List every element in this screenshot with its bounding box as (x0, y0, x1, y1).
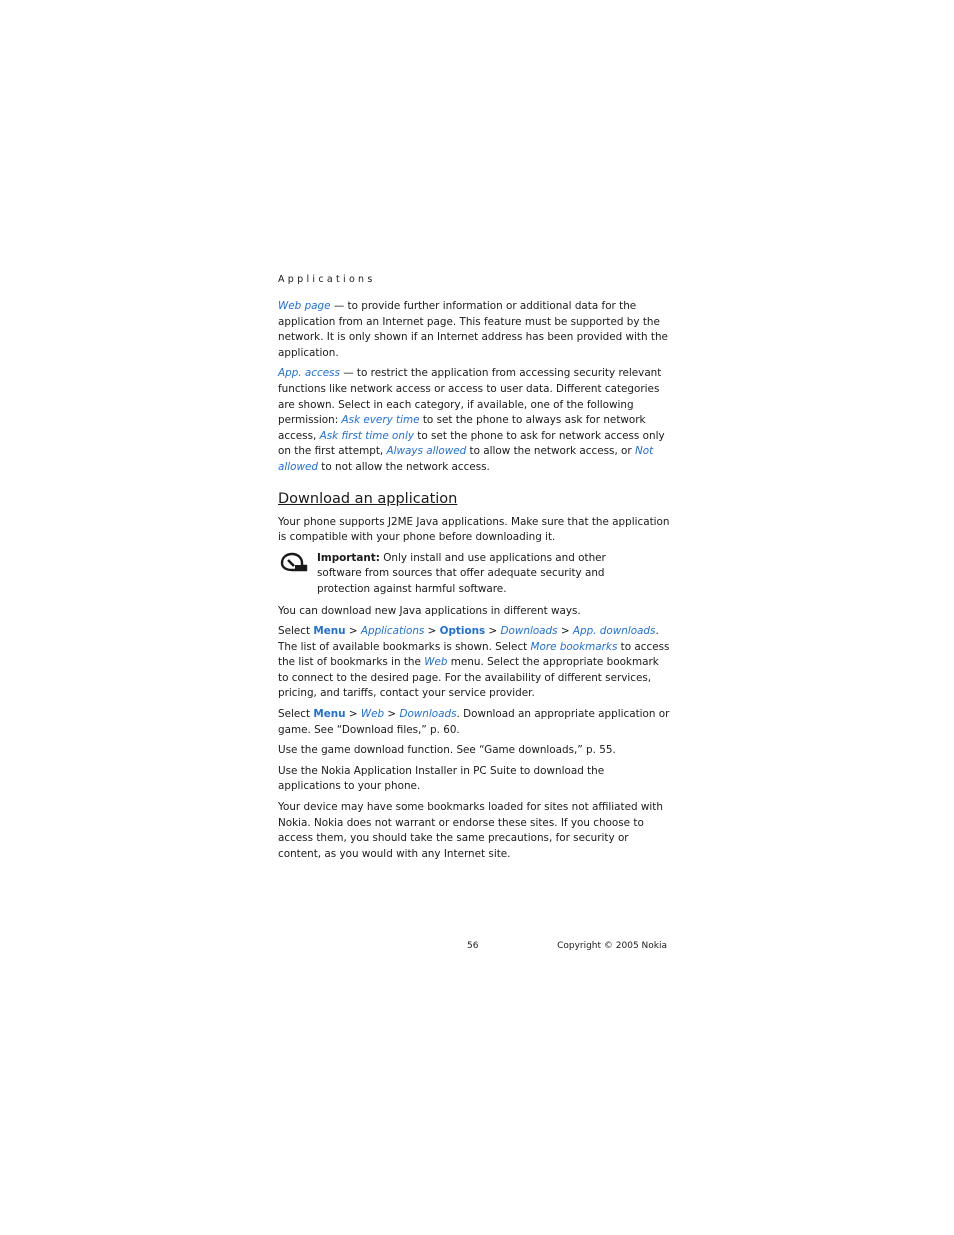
option-not-allowed: Not allowed (278, 445, 654, 473)
menu-path-paragraph-2: Select Menu > Web > Downloads. Download an appropriate application or game. See “Download files,” p. 60. (278, 708, 670, 736)
important-text: Important: Only install and use applications and other software from sources that offer adequate security and protection against harmful software. (317, 551, 606, 595)
downloads-item: Downloads (500, 625, 558, 638)
bookmarks-disclaimer-paragraph: Your device may have some bookmarks loaded for sites not affiliated with Nokia. Nokia does not warrant or endorse these sites. If you choose to access them, you should take the same precautions, for security or content, as you would with any Internet site. (278, 801, 663, 860)
important-label: Important: (317, 551, 380, 564)
app-downloads-item: App. downloads (572, 625, 656, 638)
downloads-item: Downloads (399, 708, 457, 721)
page-body (278, 299, 670, 867)
app-access-paragraph: App. access — to restrict the application from accessing security relevant functions like network access or access to user data. Different categories are shown. Select in each category, if available, one of the following permission: Ask every time to set the phone to always ask for network access, Ask first time only to set the phone to ask for network access only on the first attempt, Always allowed to allow the network access, or Not allowed to not allow the network access. (278, 367, 665, 473)
options-key: Options (439, 625, 486, 638)
applications-item: Applications (360, 625, 425, 638)
hand-warning-icon (278, 551, 317, 575)
important-note (278, 551, 670, 598)
menu-path-paragraph-1: Select Menu > Applications > Options > Downloads > App. downloads. The list of available bookmarks is shown. Select More bookmarks to access the list of bookmarks in the Web menu. Select the appropriate bookmark to connect to the desired page. For the availability of different services, pricing, and tariffs, contact your service provider. (278, 625, 670, 700)
page-number: 56 (467, 941, 479, 951)
app-access-term: App. access (278, 367, 340, 380)
more-bookmarks-item: More bookmarks (530, 640, 618, 653)
web-item: Web (360, 708, 385, 721)
option-always-allowed: Always allowed (386, 445, 467, 458)
web-page-term: Web page (278, 300, 331, 312)
web-item: Web (424, 656, 448, 669)
intro-paragraph: Your phone supports J2ME Java applications. Make sure that the application is compatible with your phone before downloading it. (278, 515, 670, 544)
menu-key: Menu (313, 708, 346, 721)
game-download-paragraph: Use the game download function. See “Game downloads,” p. 55. (278, 744, 616, 757)
menu-key: Menu (313, 625, 346, 638)
web-page-paragraph: Web page — to provide further information or additional data for the application from an Internet page. This feature must be supported by the network. It is only shown if an Internet address has been provided with the application. (278, 300, 668, 359)
option-ask-every-time: Ask every time (341, 414, 420, 427)
pc-suite-paragraph: Use the Nokia Application Installer in PC Suite to download the applications to your phone. (278, 764, 605, 793)
section-heading: Download an application (278, 490, 458, 507)
option-ask-first-time-only: Ask first time only (319, 429, 414, 442)
ways-paragraph: You can download new Java applications in different ways. (278, 604, 581, 617)
running-header: Applications (278, 274, 376, 285)
copyright-notice: Copyright © 2005 Nokia (557, 941, 667, 951)
